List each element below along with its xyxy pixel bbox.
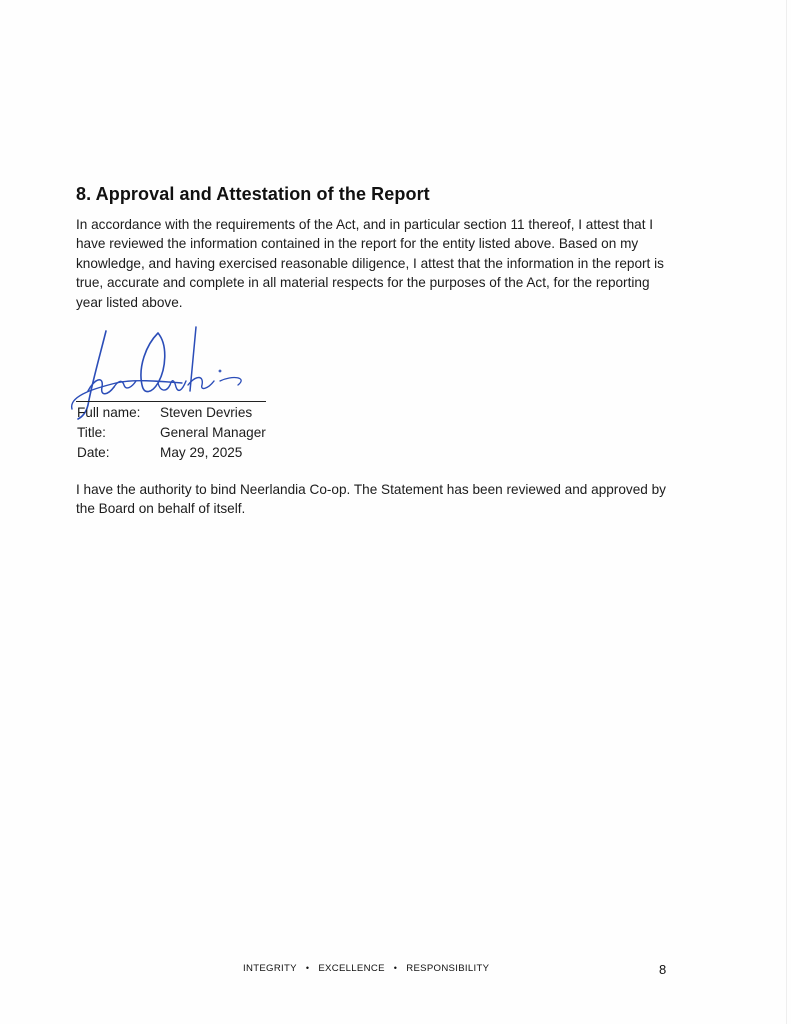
title-row: [77, 423, 266, 443]
motto-integrity: INTEGRITY: [243, 963, 297, 974]
title-label: Title:: [77, 425, 106, 440]
date-row: [77, 443, 266, 463]
separator-dot: •: [393, 963, 398, 973]
section-heading: 8. Approval and Attestation of the Report: [76, 184, 430, 204]
footer-motto: [243, 963, 489, 974]
date-label: Date:: [77, 445, 110, 460]
attestation-paragraph: In accordance with the requirements of the Act, and in particular section 11 thereof, I attest that I have reviewed the information contained in the report for the entity listed above. Based on my knowledge, and having exercised reasonable diligence, I attest that the information in the report is true, accurate and complete in all material respects for the purposes of the Act, for the reporting year listed above.: [76, 217, 664, 310]
page-number: 8: [659, 962, 667, 977]
signature-line: [76, 401, 266, 402]
title-value: General Manager: [160, 425, 266, 440]
authority-paragraph: I have the authority to bind Neerlandia Co-op. The Statement has been reviewed and approved by the Board on behalf of itself.: [76, 482, 666, 517]
separator-dot: •: [305, 963, 310, 973]
signatory-details: [77, 403, 266, 463]
date-value: May 29, 2025: [160, 445, 243, 460]
full-name-row: [77, 403, 266, 423]
motto-excellence: EXCELLENCE: [318, 963, 385, 974]
full-name-value: Steven Devries: [160, 405, 253, 420]
page-edge: [786, 0, 787, 1024]
full-name-label: Full name:: [77, 405, 141, 420]
motto-responsibility: RESPONSIBILITY: [406, 963, 490, 974]
